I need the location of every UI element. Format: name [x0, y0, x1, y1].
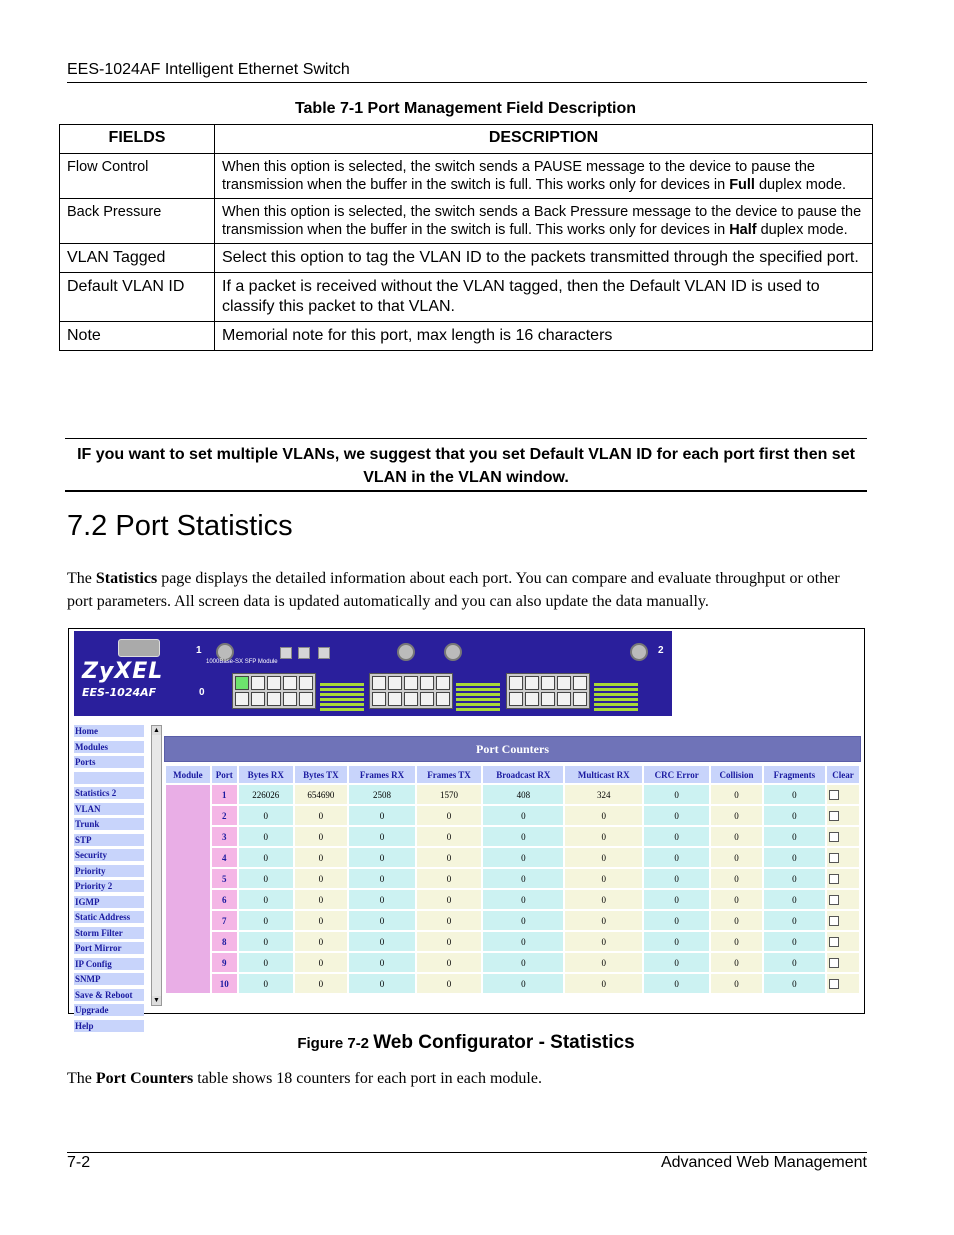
nav-item[interactable]: Upgrade [74, 1004, 144, 1017]
counter-value: 0 [764, 827, 825, 846]
counter-value: 0 [239, 974, 293, 993]
switch-front-panel [74, 631, 672, 716]
counter-value: 0 [295, 911, 348, 930]
port-number-link[interactable]: 2 [212, 806, 237, 825]
led-indicators [320, 683, 364, 711]
counter-value: 0 [483, 932, 563, 951]
counter-value: 654690 [295, 785, 348, 804]
counter-value: 1570 [417, 785, 482, 804]
counter-value: 0 [644, 827, 709, 846]
counter-value: 0 [349, 953, 415, 972]
section-title: 7.2 Port Statistics [67, 510, 293, 542]
table-row [166, 848, 859, 867]
fiber-port-icon [444, 643, 462, 661]
port-number-link[interactable]: 9 [212, 953, 237, 972]
counter-value: 0 [239, 848, 293, 867]
counter-value: 0 [417, 974, 482, 993]
counter-value: 0 [644, 953, 709, 972]
slot-number: 0 [199, 687, 205, 698]
port-number-link[interactable]: 6 [212, 890, 237, 909]
counter-value: 0 [483, 953, 563, 972]
clear-checkbox-cell [827, 932, 859, 951]
nav-item[interactable]: STP [74, 834, 144, 847]
col-header-description: DESCRIPTION [215, 125, 873, 154]
table-row [166, 932, 859, 951]
port-number-link[interactable]: 10 [212, 974, 237, 993]
counter-value: 408 [483, 785, 563, 804]
port-number-link[interactable]: 1 [212, 785, 237, 804]
field-description-table [59, 124, 873, 351]
counter-value: 0 [711, 932, 761, 951]
counter-value: 0 [644, 974, 709, 993]
counter-value: 0 [764, 911, 825, 930]
counter-value: 0 [644, 911, 709, 930]
fiber-port-icon [630, 643, 648, 661]
counter-value: 0 [417, 869, 482, 888]
counter-value: 0 [711, 785, 761, 804]
counter-value: 0 [764, 869, 825, 888]
side-navigation [74, 725, 144, 1031]
counter-value: 0 [349, 911, 415, 930]
table-row [166, 890, 859, 909]
module-cell [166, 785, 210, 993]
field-description: When this option is selected, the switch sends a Back Pressure message to the device to pause the transmission when the buffer in the switch is full. This works only for devices in Half duplex mode. [215, 199, 873, 244]
footer-chapter: Advanced Web Management [660, 1154, 867, 1171]
counter-value: 0 [565, 848, 642, 867]
clear-checkbox[interactable] [829, 979, 839, 989]
table-caption: Table 7-1 Port Management Field Description [294, 100, 637, 117]
slot-number: 1 [196, 645, 202, 656]
counter-value: 0 [295, 827, 348, 846]
zyxel-logo: ZyXEL EES-1024AF [82, 659, 164, 699]
note-rule-bottom [65, 490, 867, 492]
nav-item[interactable]: Home [74, 725, 144, 738]
counter-value: 0 [295, 932, 348, 951]
counter-value: 0 [711, 974, 761, 993]
counter-value: 0 [483, 974, 563, 993]
port-counters-paragraph: The Port Counters table shows 18 counters for each port in each module. [67, 1070, 542, 1087]
nav-item[interactable]: Port Mirror [74, 942, 144, 955]
port-counters-table [164, 764, 861, 995]
port-counters-title: Port Counters [164, 736, 861, 762]
counter-value: 0 [644, 785, 709, 804]
counter-value: 0 [711, 890, 761, 909]
column-header: CRC Error [644, 766, 709, 783]
counter-value: 0 [644, 848, 709, 867]
column-header: Fragments [764, 766, 825, 783]
web-configurator-screenshot [68, 628, 865, 1031]
column-header: Bytes TX [295, 766, 348, 783]
counter-value: 0 [239, 932, 293, 951]
counter-value: 0 [295, 890, 348, 909]
counter-value: 0 [483, 848, 563, 867]
counter-value: 0 [711, 953, 761, 972]
table-row [166, 827, 859, 846]
table-row [166, 806, 859, 825]
counter-value: 0 [295, 974, 348, 993]
sfp-module-label: 1000Base-SX SFP Module [206, 659, 278, 665]
counter-value: 0 [417, 953, 482, 972]
running-header: EES-1024AF Intelligent Ethernet Switch [67, 61, 350, 78]
counter-value: 0 [239, 806, 293, 825]
counter-value: 0 [295, 953, 348, 972]
counter-value: 0 [239, 953, 293, 972]
column-header: Collision [711, 766, 761, 783]
nav-item[interactable]: Save & Reboot [74, 989, 144, 1002]
rj45-port-block [369, 673, 453, 709]
nav-scrollbar[interactable] [151, 725, 162, 1006]
table-row [60, 273, 873, 322]
nav-item[interactable]: VLAN [74, 803, 144, 816]
clear-checkbox-cell [827, 974, 859, 993]
counter-value: 0 [644, 932, 709, 951]
counter-value: 0 [565, 890, 642, 909]
counter-value: 0 [417, 890, 482, 909]
counter-value: 0 [565, 869, 642, 888]
clear-checkbox[interactable] [829, 853, 839, 863]
nav-item[interactable]: Trunk [74, 818, 144, 831]
counter-value: 0 [565, 806, 642, 825]
counter-value: 0 [711, 806, 761, 825]
note-rule-top [65, 438, 867, 439]
column-header: Module [166, 766, 210, 783]
counter-value: 0 [764, 932, 825, 951]
note-box: IF you want to set multiple VLANs, we suggest that you set Default VLAN ID for each port first then set VLAN in the VLAN window. [77, 446, 855, 486]
counter-value: 0 [295, 848, 348, 867]
rj45-port-block [232, 673, 316, 709]
clear-checkbox[interactable] [829, 916, 839, 926]
table-row [166, 869, 859, 888]
counter-value: 0 [764, 974, 825, 993]
clear-checkbox-cell [827, 848, 859, 867]
clear-checkbox-cell [827, 953, 859, 972]
port-number-link[interactable]: 5 [212, 869, 237, 888]
table-row [166, 785, 859, 804]
counter-value: 0 [711, 911, 761, 930]
counter-value: 0 [764, 890, 825, 909]
figure-caption: Figure 7-2 Web Configurator - Statistics [297, 1032, 635, 1053]
clear-checkbox-cell [827, 911, 859, 930]
nav-item[interactable]: Priority 2 [74, 880, 144, 893]
counter-value: 0 [565, 953, 642, 972]
counter-value: 0 [711, 848, 761, 867]
counter-value: 0 [239, 827, 293, 846]
header-rule [67, 82, 867, 83]
counter-value: 0 [295, 806, 348, 825]
nav-item[interactable]: Static Address [74, 911, 144, 924]
clear-checkbox-cell [827, 827, 859, 846]
clear-checkbox[interactable] [829, 832, 839, 842]
counter-value: 0 [349, 869, 415, 888]
clear-checkbox[interactable] [829, 895, 839, 905]
counter-value: 0 [417, 848, 482, 867]
nav-item[interactable]: Storm Filter [74, 927, 144, 940]
console-port-icon [118, 639, 160, 657]
clear-checkbox[interactable] [829, 790, 839, 800]
port-number-link[interactable]: 8 [212, 932, 237, 951]
nav-item[interactable]: Priority [74, 865, 144, 878]
port-number-link[interactable]: 3 [212, 827, 237, 846]
rj45-port-block [506, 673, 590, 709]
clear-checkbox[interactable] [829, 811, 839, 821]
counter-value: 0 [483, 911, 563, 930]
column-header: Port [212, 766, 237, 783]
counter-value: 0 [565, 932, 642, 951]
counter-value: 0 [644, 890, 709, 909]
table-row [166, 974, 859, 993]
column-header: Multicast RX [565, 766, 642, 783]
counter-value: 226026 [239, 785, 293, 804]
field-name: Flow Control [60, 154, 215, 199]
counter-value: 0 [644, 806, 709, 825]
column-header: Bytes RX [239, 766, 293, 783]
sfp-port-icon [280, 647, 292, 659]
counter-value: 0 [644, 869, 709, 888]
clear-checkbox-cell [827, 890, 859, 909]
counter-value: 0 [764, 848, 825, 867]
nav-item[interactable]: SNMP [74, 973, 144, 986]
counter-value: 0 [239, 869, 293, 888]
clear-checkbox[interactable] [829, 958, 839, 968]
sfp-port-icon [298, 647, 310, 659]
column-header: Clear [827, 766, 859, 783]
column-header: Broadcast RX [483, 766, 563, 783]
field-description: If a packet is received without the VLAN tagged, then the Default VLAN ID is used to classify this packet to that VLAN. [215, 273, 873, 322]
counter-value: 0 [565, 974, 642, 993]
col-header-fields: FIELDS [60, 125, 215, 154]
counter-value: 0 [239, 911, 293, 930]
sfp-port-icon [318, 647, 330, 659]
counter-value: 0 [295, 869, 348, 888]
counter-value: 2508 [349, 785, 415, 804]
nav-item[interactable]: Ports [74, 756, 144, 769]
counter-value: 0 [417, 911, 482, 930]
port-counters-panel [164, 736, 861, 995]
counter-value: 0 [483, 806, 563, 825]
nav-item[interactable]: Help [74, 1020, 144, 1033]
fiber-port-icon [397, 643, 415, 661]
counter-value: 0 [349, 932, 415, 951]
column-header: Frames TX [417, 766, 482, 783]
counter-value: 0 [565, 911, 642, 930]
counter-value: 0 [349, 890, 415, 909]
table-row [60, 199, 873, 244]
counter-value: 0 [239, 890, 293, 909]
field-description: When this option is selected, the switch sends a PAUSE message to the device to pause the transmission when the buffer in the switch is full. This works only for devices in Full duplex mode. [215, 154, 873, 199]
field-name: Note [60, 322, 215, 351]
nav-item[interactable]: Modules [74, 741, 144, 754]
column-header: Frames RX [349, 766, 415, 783]
led-indicators [456, 683, 500, 711]
clear-checkbox-cell [827, 869, 859, 888]
field-name: Default VLAN ID [60, 273, 215, 322]
table-row [166, 953, 859, 972]
nav-item[interactable]: IGMP [74, 896, 144, 909]
counter-value: 0 [764, 806, 825, 825]
port-number-link[interactable]: 4 [212, 848, 237, 867]
clear-checkbox[interactable] [829, 937, 839, 947]
page-number: 7-2 [67, 1154, 91, 1171]
counter-value: 0 [711, 827, 761, 846]
nav-item[interactable]: Statistics [74, 772, 144, 785]
field-description: Memorial note for this port, max length is 16 characters [215, 322, 873, 351]
counter-value: 0 [483, 869, 563, 888]
counter-value: 0 [764, 953, 825, 972]
footer-rule [67, 1152, 867, 1153]
counter-value: 0 [483, 827, 563, 846]
counter-value: 0 [483, 890, 563, 909]
table-row [60, 244, 873, 273]
counter-value: 324 [565, 785, 642, 804]
counter-value: 0 [349, 827, 415, 846]
counter-value: 0 [565, 827, 642, 846]
field-description: Select this option to tag the VLAN ID to the packets transmitted through the specified port. [215, 244, 873, 273]
nav-item[interactable]: IP Config [74, 958, 144, 971]
counter-value: 0 [349, 806, 415, 825]
nav-item[interactable]: Security [74, 849, 144, 862]
scroll-up-icon[interactable]: ▲ [153, 727, 160, 734]
statistics-paragraph: The Statistics page displays the detailed information about each port. You can compare and evaluate throughput or other port parameters. All screen data is updated automatically and you can also update the data manually. [67, 570, 840, 610]
counter-value: 0 [417, 806, 482, 825]
clear-checkbox[interactable] [829, 874, 839, 884]
counter-value: 0 [349, 848, 415, 867]
counter-value: 0 [417, 827, 482, 846]
counter-value: 0 [349, 974, 415, 993]
table-row [60, 154, 873, 199]
port-number-link[interactable]: 7 [212, 911, 237, 930]
counter-value: 0 [417, 932, 482, 951]
led-indicators [594, 683, 638, 711]
clear-checkbox-cell [827, 806, 859, 825]
field-name: VLAN Tagged [60, 244, 215, 273]
counter-value: 0 [764, 785, 825, 804]
counter-value: 0 [711, 869, 761, 888]
slot-number: 2 [658, 645, 664, 656]
nav-item[interactable]: Statistics 2 [74, 787, 144, 800]
clear-checkbox-cell [827, 785, 859, 804]
scroll-down-icon[interactable]: ▼ [153, 997, 160, 1004]
table-row [60, 322, 873, 351]
field-name: Back Pressure [60, 199, 215, 244]
table-row [166, 911, 859, 930]
